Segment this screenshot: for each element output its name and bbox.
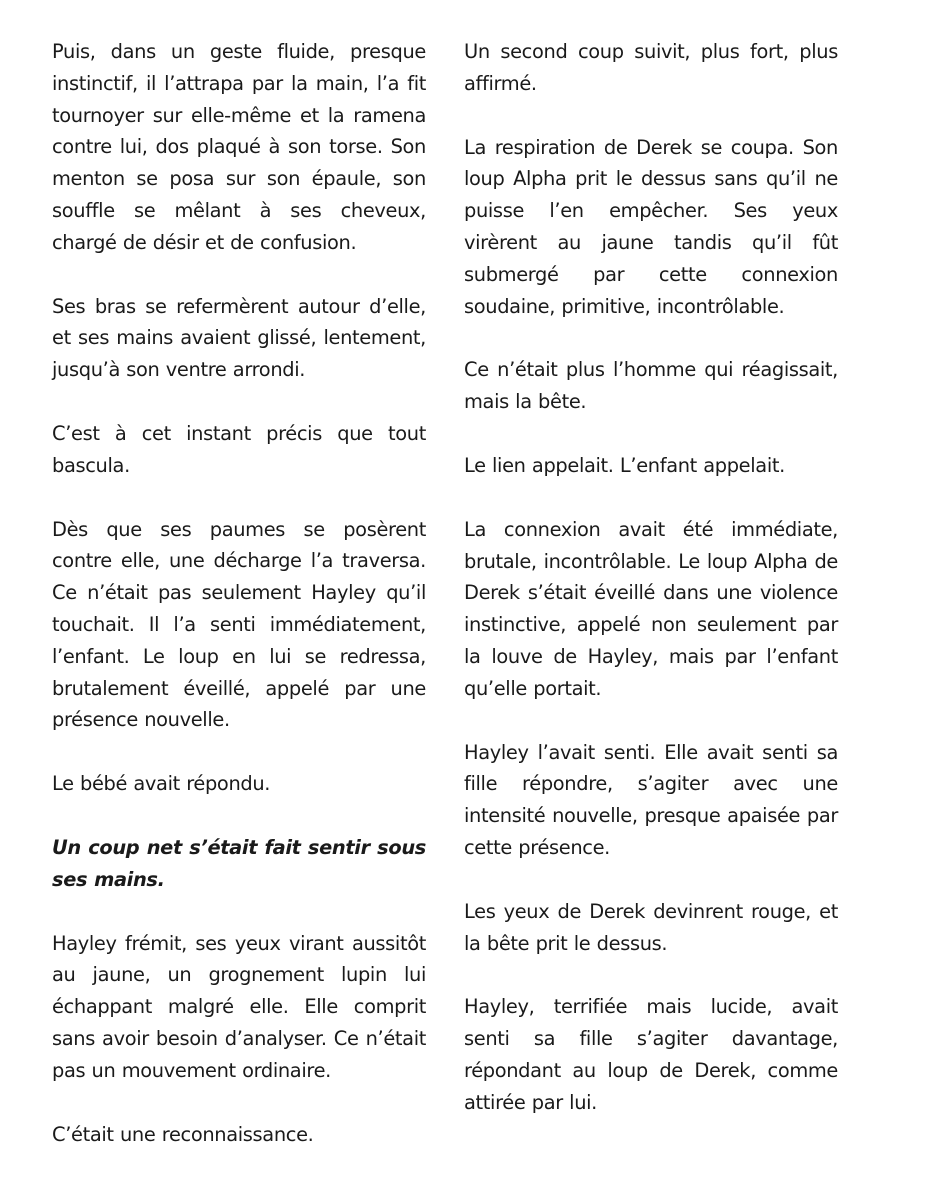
paragraph: Le bébé avait répondu. <box>52 772 271 796</box>
paragraph: Hayley frémit, ses yeux virant aussitôt au jaune, un grognement lupin lui échappant malgré elle. Elle comprit sans avoir besoin d’analyser. Ce n’était pas un mouvement ordinaire. <box>52 931 426 1082</box>
paragraph: Les yeux de Derek devinrent rouge, et la bête prit le dessus. <box>464 899 838 955</box>
paragraph: Dès que ses paumes se posèrent contre elle, une décharge l’a traversa. Ce n’était pas seulement Hayley qu’il touchait. Il l’a senti immédiatement, l’enfant. Le loup en lui se redressa, brutalement éveillé, appelé par une présence nouvelle. <box>52 517 426 732</box>
paragraph: La respiration de Derek se coupa. Son loup Alpha prit le dessus sans qu’il ne puisse l’en empêcher. Ses yeux virèrent au jaune tandis qu’il fût submergé par cette connexion soudaine, primitive, incontrôlable. <box>464 135 838 318</box>
left-column <box>52 36 426 1182</box>
paragraph: C’était une reconnaissance. <box>52 1122 314 1146</box>
emphasized-paragraph: Un coup net s’était fait sentir sous ses mains. <box>52 835 426 891</box>
paragraph: Puis, dans un geste fluide, presque instinctif, il l’attrapa par la main, l’a fit tournoyer sur elle-même et la ramena contre lui, dos plaqué à son torse. Son menton se posa sur son épaule, son souffle se mêlant à ses cheveux, chargé de désir et de confusion. <box>52 40 426 254</box>
paragraph: La connexion avait été immédiate, brutale, incontrôlable. Le loup Alpha de Derek s’était éveillé dans une violence instinctive, appelé non seulement par la louve de Hayley, mais par l’enfant qu’elle portait. <box>464 517 838 700</box>
paragraph: Ses bras se refermèrent autour d’elle, et ses mains avaient glissé, lentement, jusqu’à son ventre arrondi. <box>52 294 426 382</box>
paragraph: C’est à cet instant précis que tout bascula. <box>52 421 426 477</box>
paragraph: Le lien appelait. L’enfant appelait. <box>464 453 785 477</box>
paragraph: Ce n’était plus l’homme qui réagissait, mais la bête. <box>464 358 838 414</box>
paragraph: Un second coup suivit, plus fort, plus affirmé. <box>464 40 838 95</box>
paragraph: Hayley l’avait senti. Elle avait senti sa fille répondre, s’agiter avec une intensité nouvelle, presque apaisée par cette présence. <box>464 740 838 859</box>
paragraph: Hayley, terrifiée mais lucide, avait senti sa fille s’agiter davantage, répondant au loup de Derek, comme attirée par lui. <box>464 995 838 1114</box>
right-column <box>464 36 838 1151</box>
